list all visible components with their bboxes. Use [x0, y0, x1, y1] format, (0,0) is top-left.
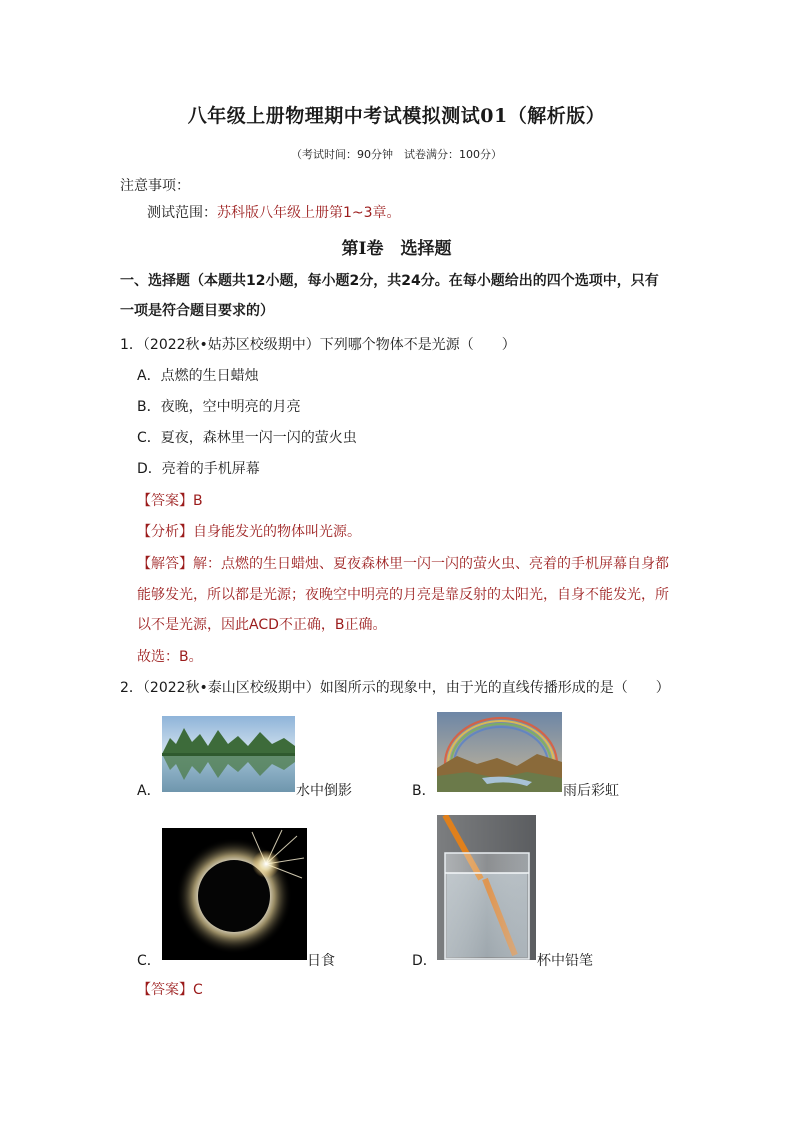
analysis-text: 自身能发光的物体叫光源。	[193, 524, 361, 540]
section-title: 第Ⅰ卷 选择题	[341, 239, 452, 259]
q2-option-a-caption: 水中倒影	[296, 783, 352, 799]
q2-stem: 2．（2022秋•泰山区校级期中）如图所示的现象中，由于光的直线传播形成的是（ ）	[120, 680, 670, 696]
part-header-line1: 一、选择题（本题共12小题，每小题2分，共24分。在每小题给出的四个选项中，只有	[120, 273, 659, 289]
q2-option-c-letter: C．	[137, 953, 161, 969]
q2-option-d-letter: D．	[412, 953, 437, 969]
reflection-image	[162, 716, 295, 792]
q2-option-a-letter: A．	[137, 783, 161, 799]
answer-value: B	[193, 493, 203, 509]
q1-option-a: A．点燃的生日蜡烛	[137, 368, 259, 384]
rainbow-image	[437, 712, 562, 792]
q1-analysis	[137, 522, 361, 542]
solution-text: 解：点燃的生日蜡烛、夏夜森林里一闪一闪的萤火虫、亮着的手机屏幕自身都	[193, 556, 669, 572]
notes-label: 注意事项：	[120, 178, 190, 194]
q1-solution-line1	[137, 554, 669, 574]
q1-solution-line3: 以不是光源，因此ACD不正确，B正确。	[137, 617, 387, 633]
exam-info: （考试时间：90分钟 试卷满分：100分）	[291, 148, 502, 161]
q1-option-d: D．亮着的手机屏幕	[137, 461, 260, 477]
scope-label: 测试范围：	[147, 205, 217, 221]
page-title: 八年级上册物理期中考试模拟测试01（解析版）	[187, 105, 606, 127]
q1-option-b: B．夜晚，空中明亮的月亮	[137, 399, 301, 415]
analysis-tag: 【分析】	[137, 524, 193, 540]
scope-value: 苏科版八年级上册第1~3章。	[217, 205, 401, 221]
q1-answer	[137, 491, 203, 511]
part-header-line2: 一项是符合题目要求的）	[120, 303, 274, 319]
q2-answer	[137, 980, 203, 1000]
q1-option-c: C．夏夜，森林里一闪一闪的萤火虫	[137, 430, 357, 446]
scope-line	[147, 203, 401, 223]
q2-option-d-caption: 杯中铅笔	[537, 953, 593, 969]
q1-stem: 1．（2022秋•姑苏区校级期中）下列哪个物体不是光源（ ）	[120, 337, 516, 353]
q1-solution-line2: 能够发光，所以都是光源；夜晚空中明亮的月亮是靠反射的太阳光，自身不能发光，所	[137, 587, 669, 603]
eclipse-image	[162, 828, 307, 960]
answer-value: C	[193, 982, 203, 998]
answer-tag: 【答案】	[137, 982, 193, 998]
q2-option-b-letter: B．	[412, 783, 436, 799]
q1-choose: 故选：B。	[137, 649, 203, 665]
pencil-glass-image	[437, 815, 536, 960]
solution-tag: 【解答】	[137, 556, 193, 572]
q2-option-b-caption: 雨后彩虹	[563, 783, 619, 799]
q2-option-c-caption: 日食	[307, 953, 335, 969]
answer-tag: 【答案】	[137, 493, 193, 509]
